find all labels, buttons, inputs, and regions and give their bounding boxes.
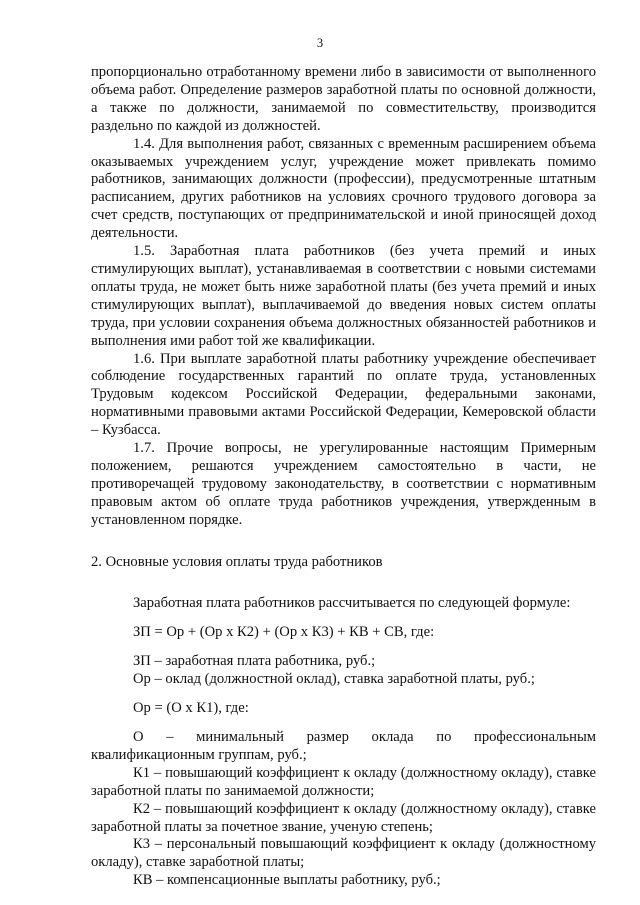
formula-section [91, 595, 596, 890]
formula-def-k3: К3 – персональный повышающий коэффициент к окладу (должностному окладу), ставке заработной платы; [91, 836, 596, 871]
paragraph-continuation: пропорционально отработанному времени либо в зависимости от выполненного объема работ. Определение размеров заработной платы по основной должности, а также по должности, занимаемой по совместительству, производится раздельно по каждой из должностей. [91, 64, 596, 134]
formula-def-kv: КВ – компенсационные выплаты работнику, руб.; [133, 872, 441, 889]
paragraph-1-6: 1.6. При выплате заработной платы работнику учреждение обеспечивает соблюдение государственных гарантий по оплате труда, установленных Трудовым кодексом Российской Федерации, федеральными законами, нормативными правовыми актами Российской Федерации, Кемеровской области – Кузбасса. [91, 350, 596, 439]
formula-def-o: О – минимальный размер оклада по профессиональным квалификационным группам, руб.; [91, 729, 596, 763]
page-number: 3 [316, 36, 324, 50]
formula-main: ЗП = Ор + (Ор х К2) + (Ор х К3) + КВ + СВ, где: [133, 624, 435, 641]
section-heading: 2. Основные условия оплаты труда работников [91, 553, 383, 570]
formula-def-k2: К2 – повышающий коэффициент к окладу (должностному окладу), ставке заработной платы за почетное звание, ученую степень; [91, 800, 596, 835]
formula-def-zp: ЗП – заработная плата работника, руб.; [133, 653, 376, 670]
paragraph-1-5: 1.5. Заработная плата работников (без учета премий и иных стимулирующих выплат), устанавливаемая в соответствии с новыми системами оплаты труда, не может быть ниже заработной платы (без учета премий и иных стимулирующих выплат), выплачиваемой до введения новых систем оплаты труда, при условии сохранения объема должностных обязанностей работников и выполнения ими работ той же квалификации. [91, 243, 596, 349]
paragraph-1-4: 1.4. Для выполнения работ, связанных с временным расширением объема оказываемых учреждением услуг, учреждение может привлекать помимо работников, занимающих должности (профессии), предусмотренные штатным расписанием, других работников на условиях срочного трудового договора за счет средств, поступающих от предпринимательской и иной приносящей доход деятельности. [91, 135, 596, 242]
formula-def-or: Ор – оклад (должностной оклад), ставка заработной платы, руб.; [133, 671, 535, 688]
formula-or: Ор = (О х К1), где: [133, 700, 249, 717]
document-body [91, 64, 596, 890]
formula-intro: Заработная плата работников рассчитывается по следующей формуле: [133, 595, 571, 612]
paragraph-1-7: 1.7. Прочие вопросы, не урегулированные настоящим Примерным положением, решаются учреждением самостоятельно в части, не противоречащей трудовому законодательству, в соответствии с нормативным правовым актом об оплате труда работников учреждения, утвержденным в установленном порядке. [91, 440, 596, 528]
formula-def-k1: К1 – повышающий коэффициент к окладу (должностному окладу), ставке заработной платы по занимаемой должности; [91, 764, 596, 799]
